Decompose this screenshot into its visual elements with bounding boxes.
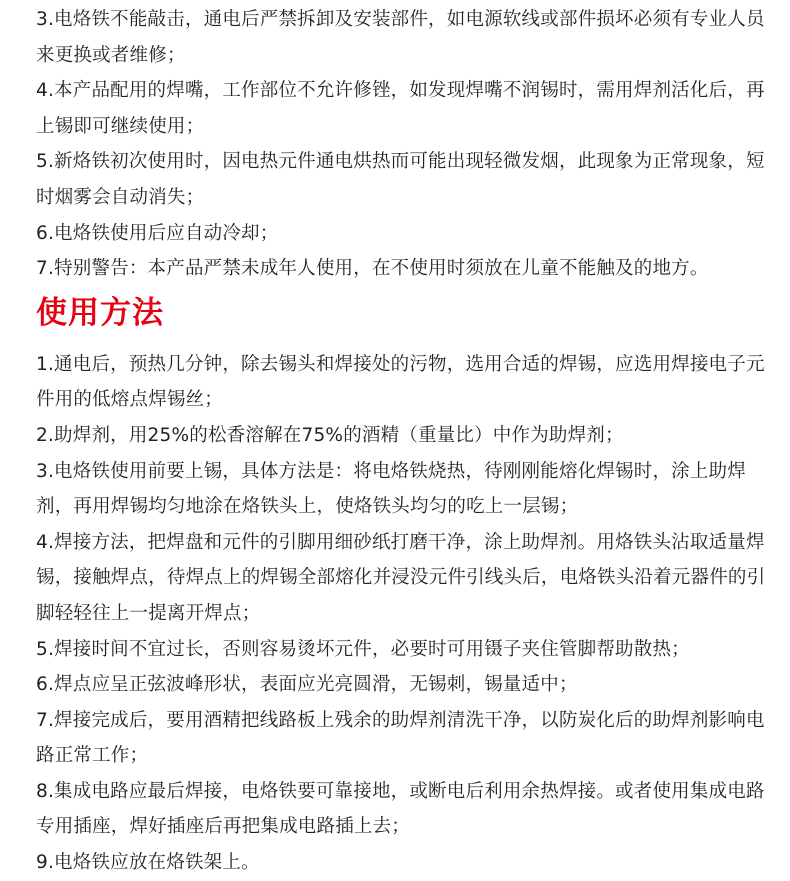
usage-step-5: 5.焊接时间不宜过长，否则容易烫坏元件，必要时可用镊子夹住管脚帮助散热； bbox=[36, 638, 690, 660]
usage-step-7: 7.焊接完成后，要用酒精把线路板上残余的助焊剂清洗干净，以防炭化后的助焊剂影响电路正常工作； bbox=[36, 709, 765, 767]
note-7: 7.特别警告：本产品严禁未成年人使用，在不使用时须放在儿童不能触及的地方。 bbox=[36, 258, 709, 280]
usage-heading: 使用方法 bbox=[36, 294, 164, 331]
instruction-page bbox=[36, 0, 776, 881]
note-6: 6.电烙铁使用后应自动冷却； bbox=[36, 222, 279, 244]
usage-step-2: 2.助焊剂，用25%的松香溶解在75%的酒精（重量比）中作为助焊剂； bbox=[36, 424, 624, 446]
note-3: 3.电烙铁不能敲击，通电后严禁拆卸及安装部件，如电源软线或部件损坏必须有专业人员来更换或者维修； bbox=[36, 9, 765, 66]
usage-step-6: 6.焊点应呈正弦波峰形状，表面应光亮圆滑，无锡刺，锡量适中； bbox=[36, 674, 578, 696]
usage-steps-section bbox=[36, 347, 776, 881]
usage-step-3: 3.电烙铁使用前要上锡，具体方法是：将电烙铁烧热，待刚刚能熔化焊锡时，涂上助焊剂，再用焊锡均匀地涂在烙铁头上，使烙铁头均匀的吃上一层锡； bbox=[36, 460, 746, 518]
note-5: 5.新烙铁初次使用时，因电热元件通电烘热而可能出现轻微发烟，此现象为正常现象，短时烟雾会自动消失； bbox=[36, 151, 765, 208]
notes-section bbox=[36, 0, 776, 287]
note-4: 4.本产品配用的焊嘴，工作部位不允许修锉，如发现焊嘴不润锡时，需用焊剂活化后，再上锡即可继续使用； bbox=[36, 80, 765, 137]
usage-step-9: 9.电烙铁应放在烙铁架上。 bbox=[36, 852, 260, 874]
usage-step-4: 4.焊接方法，把焊盘和元件的引脚用细砂纸打磨干净，涂上助焊剂。用烙铁头沾取适量焊锡，接触焊点，待焊点上的焊锡全部熔化并浸没元件引线头后，电烙铁头沿着元器件的引脚轻轻往上一提离开焊点； bbox=[36, 531, 766, 624]
usage-step-1: 1.通电后，预热几分钟，除去锡头和焊接处的污物，选用合适的焊锡，应选用焊接电子元件用的低熔点焊锡丝； bbox=[36, 353, 765, 411]
usage-step-8: 8.集成电路应最后焊接，电烙铁要可靠接地，或断电后利用余热焊接。或者使用集成电路专用插座，焊好插座后再把集成电路插上去； bbox=[36, 780, 765, 838]
